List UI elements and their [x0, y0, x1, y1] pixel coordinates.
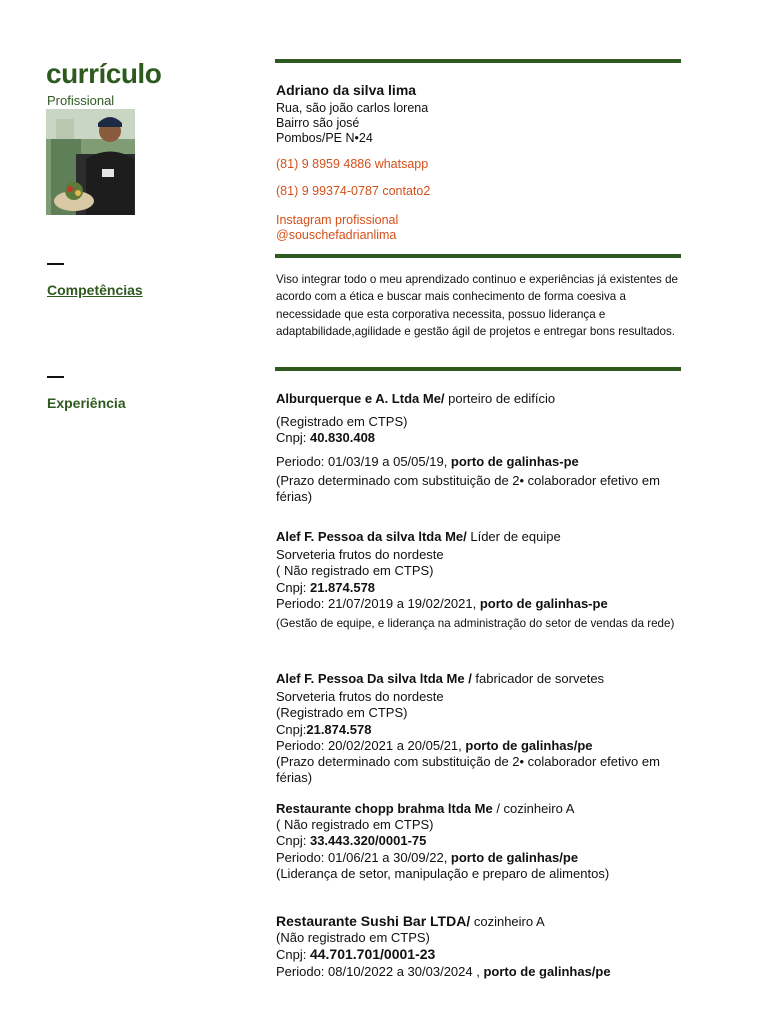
cnpj-value: 21.874.578: [306, 721, 372, 737]
cnpj-label: Cnpj:: [276, 430, 310, 446]
job-note: (Prazo determinado com substituição de 2• colaborador efetivo em férias): [276, 472, 660, 505]
resume-subtitle: Profissional: [47, 93, 115, 108]
address-block: [276, 101, 428, 146]
job-role: / cozinheiro A: [492, 801, 575, 816]
experience-item: [276, 671, 696, 786]
job-place: porto de galinhas/pe: [483, 963, 611, 979]
job-period: Periodo: 21/07/2019 a 19/02/2021,: [276, 595, 480, 611]
registration-status: (Não registrado em CTPS): [276, 930, 430, 946]
section-competencias: Competências: [47, 282, 143, 298]
job-period: Periodo: 20/02/2021 a 20/05/21,: [276, 737, 466, 753]
company-name: Alburquerque e A. Ltda Me/: [276, 391, 445, 406]
phone-whatsapp: (81) 9 8959 4886 whatsapp: [276, 157, 429, 171]
experience-item: [276, 801, 696, 882]
store-name: Sorveteria frutos do nordeste: [276, 689, 444, 705]
job-period: Periodo: 01/03/19 a 05/05/19,: [276, 453, 451, 469]
job-note: (Gestão de equipe, e liderança na administração do setor de vendas da rede): [276, 617, 675, 631]
cnpj-value: 44.701.701/0001-23: [309, 946, 436, 963]
job-period: Periodo: 08/10/2022 a 30/03/2024 ,: [276, 963, 484, 979]
address-line: Rua, são joão carlos lorena: [276, 101, 429, 115]
job-role: Líder de equipe: [466, 529, 561, 544]
job-note: (Liderança de setor, manipulação e preparo de alimentos): [276, 865, 610, 881]
cnpj-value: 33.443.320/0001-75: [309, 833, 427, 849]
job-period: Periodo: 01/06/21 a 30/09/22,: [276, 849, 451, 865]
instagram-handle: @souschefadrianlima: [276, 228, 397, 242]
company-name: Alef F. Pessoa da silva ltda Me/: [276, 529, 467, 544]
section-experiencia: Experiência: [47, 395, 126, 411]
registration-status: (Registrado em CTPS): [276, 705, 408, 721]
cnpj-label: Cnpj:: [276, 833, 310, 849]
job-place: porto de galinhas-pe: [479, 595, 608, 611]
company-name: Restaurante chopp brahma ltda Me: [276, 801, 493, 816]
registration-status: ( Não registrado em CTPS): [276, 563, 434, 579]
address-line: Pombos/PE N•24: [276, 131, 373, 145]
store-name: Sorveteria frutos do nordeste: [276, 547, 444, 563]
experience-item: [276, 913, 696, 980]
job-note: (Prazo determinado com substituição de 2• colaborador efetivo em férias): [276, 754, 660, 786]
experience-item: [276, 529, 696, 632]
section-rule: [275, 254, 681, 258]
job-role: fabricador de sorvetes: [471, 671, 605, 686]
registration-status: (Registrado em CTPS): [276, 414, 408, 430]
company-name: Alef F. Pessoa Da silva ltda Me /: [276, 671, 472, 686]
divider-dash: [47, 263, 64, 265]
cnpj-value: 40.830.408: [309, 430, 376, 446]
divider-dash: [47, 376, 64, 378]
cnpj-label: Cnpj:: [276, 579, 310, 595]
full-name: Adriano da silva lima: [276, 82, 417, 98]
cnpj-label: Cnpj:: [276, 947, 310, 963]
address-line: Bairro são josé: [276, 116, 360, 130]
job-role: porteiro de edifício: [444, 391, 556, 406]
header-rule: [275, 59, 681, 63]
registration-status: ( Não registrado em CTPS): [276, 817, 434, 833]
section-rule: [275, 367, 681, 371]
job-role: cozinheiro A: [470, 914, 545, 929]
instagram-block: [276, 213, 398, 243]
job-place: porto de galinhas-pe: [450, 453, 579, 469]
job-place: porto de galinhas/pe: [465, 737, 593, 753]
resume-title: currículo: [46, 58, 162, 89]
cnpj-value: 21.874.578: [309, 579, 376, 595]
phone-secondary: (81) 9 99374-0787 contato2: [276, 184, 431, 198]
instagram-label: Instagram profissional: [276, 213, 399, 227]
profile-photo: [46, 109, 135, 215]
job-place: porto de galinhas/pe: [450, 849, 579, 865]
objective-text: Viso integrar todo o meu aprendizado continuo e experiências já existentes de acordo com a ética e buscar mais conhecimento de forma coesiva a necessidade que esta corporativa necessita, possuo liderança e adaptabilidade,agilidade e gestão ágil de projetos e entregar bons resultados.: [276, 273, 678, 338]
company-name: Restaurante Sushi Bar LTDA/: [276, 913, 471, 929]
experience-item: [276, 391, 696, 505]
cnpj-label: Cnpj:: [276, 721, 307, 737]
